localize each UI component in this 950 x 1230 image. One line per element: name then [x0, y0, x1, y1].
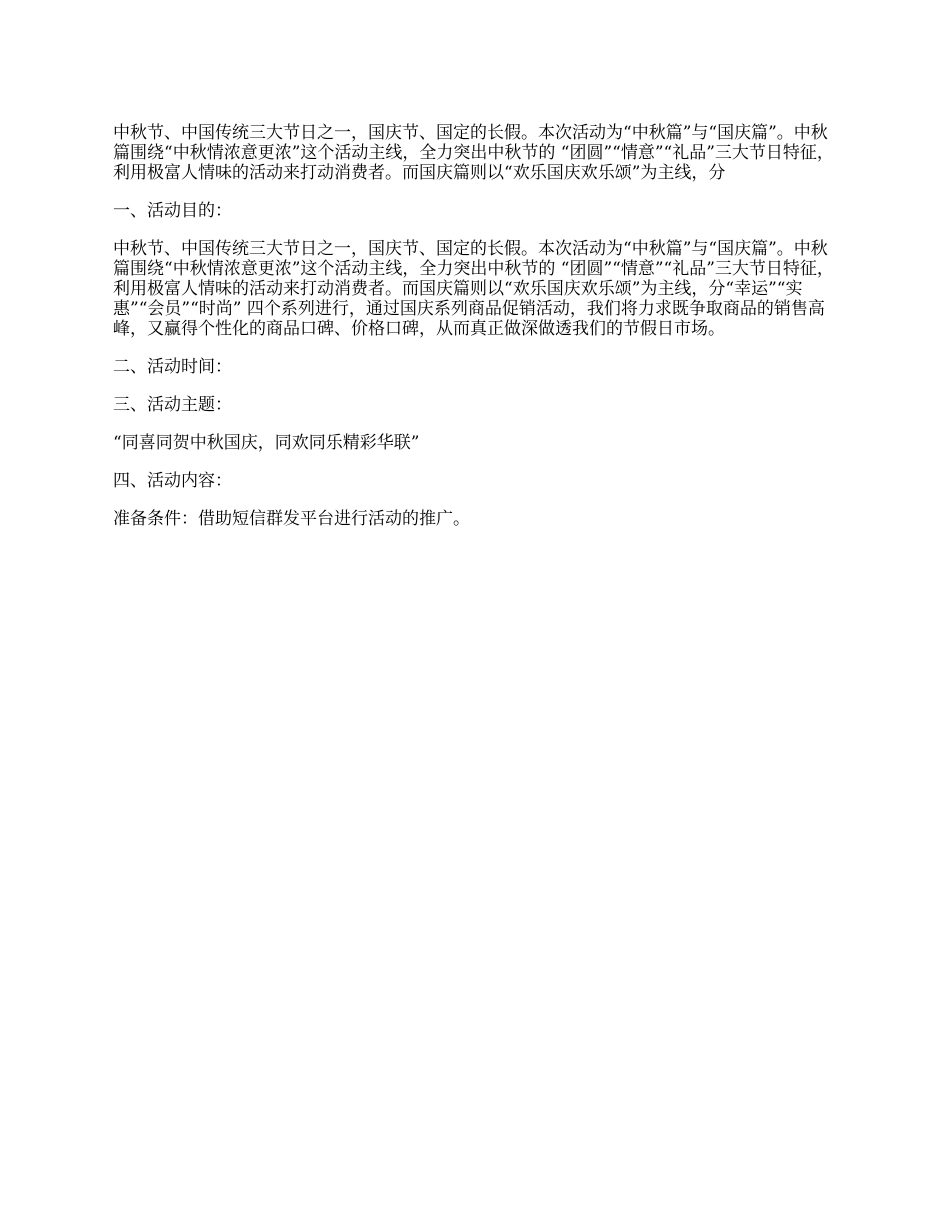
intro-paragraph: 中秋节、中国传统三大节日之一，国庆节、国定的长假。本次活动为“中秋篇”与“国庆篇”。中秋篇围绕“中秋情浓意更浓”这个活动主线，全力突出中秋节的 “团圆”“情意”“礼品”三大节日特征，利用极富人情味的活动来打动消费者。而国庆篇则以“欢乐国庆欢乐颂”为主线，分 — [113, 123, 834, 183]
section-heading-content: 四、活动内容： — [113, 471, 232, 491]
section-heading-purpose: 一、活动目的： — [113, 201, 232, 221]
document-body — [113, 123, 841, 547]
section-heading-time: 二、活动时间： — [113, 357, 232, 377]
theme-text: “同喜同贺中秋国庆，同欢同乐精彩华联” — [113, 433, 420, 453]
purpose-paragraph: 中秋节、中国传统三大节日之一，国庆节、国定的长假。本次活动为“中秋篇”与“国庆篇”。中秋篇围绕“中秋情浓意更浓”这个活动主线，全力突出中秋节的 “团圆”“情意”“礼品”三大节日特征，利用极富人情味的活动来打动消费者。而国庆篇则以“欢乐国庆欢乐颂”为主线，分“幸运”“实惠”“会员”“时尚” 四个系列进行，通过国庆系列商品促销活动，我们将力求既争取商品的销售高峰，又赢得个性化的商品口碑、价格口碑，从而真正做深做透我们的节假日市场。 — [113, 239, 834, 339]
content-paragraph: 准备条件：借助短信群发平台进行活动的推广。 — [113, 509, 470, 529]
section-heading-theme: 三、活动主题： — [113, 395, 232, 415]
